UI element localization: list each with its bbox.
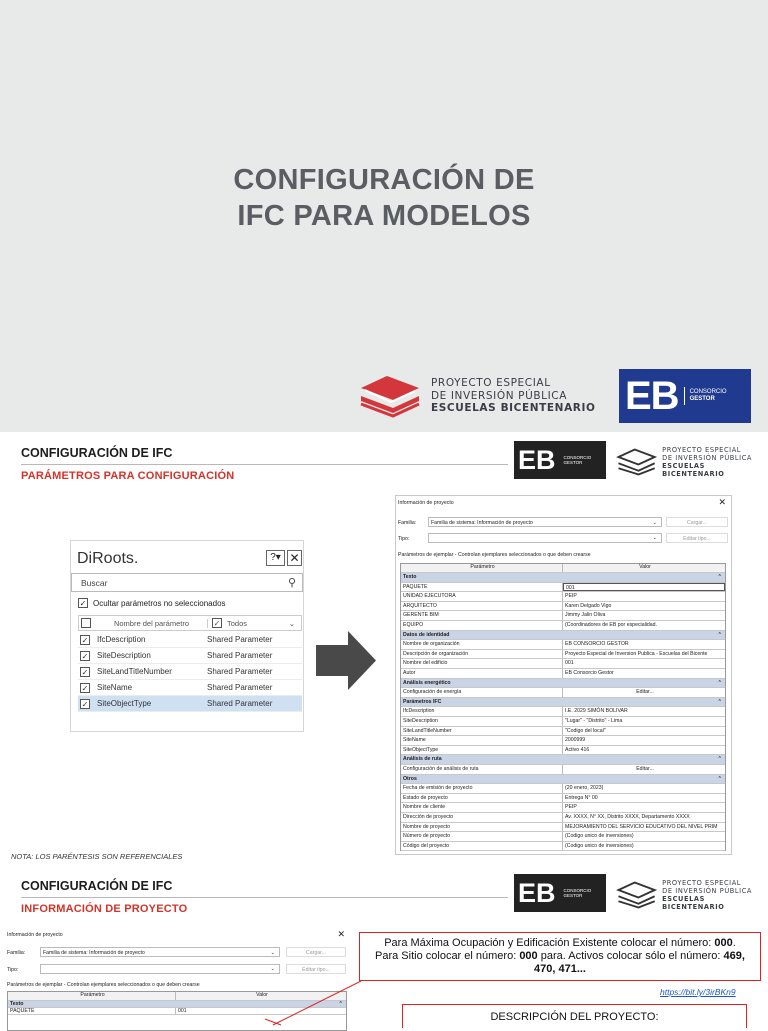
instance-note: Parámetros de ejemplar - Controlan ejemplares seleccionados o que deben crearse (7, 982, 200, 988)
cargar-button[interactable]: Cargar... (666, 517, 728, 527)
col-param-header: Parámetro (8, 992, 176, 1000)
search-placeholder: Buscar (81, 578, 108, 588)
param-name: Nombre del edificio (401, 659, 563, 668)
tipo-select[interactable] (428, 533, 662, 543)
param-type: Shared Parameter (207, 667, 273, 676)
param-name: Nombre de proyecto (401, 823, 563, 832)
tipo-label: Tipo: (7, 967, 19, 973)
project-info-dialog (395, 495, 732, 855)
slide2-title: CONFIGURACIÓN DE IFC (21, 446, 173, 460)
pe-line3: ESCUELAS BICENTENARIO (662, 895, 725, 911)
table-row[interactable] (401, 765, 725, 775)
collapse-icon[interactable]: ⌃ (717, 775, 722, 782)
tipo-label: Tipo: (398, 536, 410, 542)
collapse-icon[interactable]: ⌃ (717, 631, 722, 638)
eb-sub-line1: CONSORCIO (689, 389, 727, 395)
eb-sub (690, 389, 727, 403)
eb-sub-line2: GESTOR (689, 396, 715, 402)
c1-l2-mid: para. Activos colocar sólo el número: (537, 950, 724, 962)
param-name: IfcDescription (97, 635, 146, 644)
pe-line1: PROYECTO ESPECIAL (662, 879, 742, 887)
slide-info-proyecto (0, 866, 768, 1024)
parameter-row[interactable] (78, 696, 302, 712)
cover-slide (0, 0, 768, 432)
slide2-subtitle: PARÁMETROS PARA CONFIGURACIÓN (21, 470, 235, 482)
eb-sub-line1: CONSORCIO (563, 888, 592, 893)
collapse-icon[interactable]: ⌃ (717, 574, 722, 580)
parameter-row[interactable] (78, 664, 302, 680)
c1-l1-pre: Para Máxima Ocupación y Edificación Existente colocar el número: (384, 937, 715, 949)
param-value[interactable]: PEIP (565, 804, 577, 811)
param-value[interactable]: I.E. 2029 SIMÓN BOLIVAR (565, 708, 628, 715)
param-name: PAQUETE (8, 1008, 176, 1014)
eb-sub (564, 455, 592, 465)
filter-dropdown[interactable] (208, 618, 301, 628)
eb-divider (684, 387, 685, 405)
parameter-row[interactable] (78, 648, 302, 664)
parameter-row[interactable] (78, 632, 302, 648)
eb-letters: EB (518, 444, 556, 475)
params-table (400, 563, 726, 851)
chevron-down-icon: ⌄ (652, 520, 657, 526)
eb-letters: EB (518, 877, 556, 908)
param-name: Fecha de emisión de proyecto (401, 784, 563, 793)
param-type: Shared Parameter (207, 683, 273, 692)
edit-button[interactable]: Editar... (636, 689, 654, 696)
eb-sub-line2: GESTOR (563, 460, 583, 465)
group-row[interactable] (401, 631, 725, 641)
param-name: UNIDAD EJECUTORA (401, 592, 563, 601)
collapse-icon[interactable]: ⌃ (338, 1001, 343, 1007)
group-label: Texto (10, 1001, 24, 1007)
pe-logo-small (616, 446, 768, 478)
param-value[interactable]: Proyecto Especial de Inversion Publica - Escuelas del Bicente (565, 650, 708, 657)
param-type: Shared Parameter (207, 635, 273, 644)
select-all-checkbox[interactable] (81, 618, 91, 628)
familia-value: Familia de sistema: Información de proyecto (431, 520, 533, 526)
c1-l2-pre: Para Sitio colocar el número: (375, 950, 520, 962)
param-value[interactable]: 001 (563, 583, 725, 592)
pe-line2: DE INVERSIÓN PÚBLICA (662, 887, 753, 895)
param-name: ARQUITECTO (401, 602, 563, 611)
param-name: Código del proyecto (401, 842, 563, 851)
group-label: Análisis de ruta (403, 756, 442, 763)
pe-logo-text (431, 377, 596, 415)
collapse-icon[interactable]: ⌃ (717, 756, 722, 763)
diroots-header (78, 615, 302, 631)
row-checkbox[interactable]: ✓ (81, 683, 89, 693)
row-checkbox[interactable]: ✓ (81, 651, 89, 661)
familia-select[interactable] (428, 517, 662, 527)
param-value[interactable]: Av. XXXX, N° XX, Distrito XXXX, Departamento XXXX (565, 814, 690, 820)
col-valor-header: Valor (256, 992, 268, 998)
c1-l2-bold2: 469, (723, 950, 745, 962)
filter-checkbox[interactable]: ✓ (213, 619, 221, 628)
pointer-line (255, 981, 365, 1026)
row-checkbox[interactable]: ✓ (81, 635, 89, 645)
search-input[interactable] (71, 573, 303, 592)
help-button[interactable]: ?▾ (266, 550, 285, 566)
pe-line3: ESCUELAS BICENTENARIO (662, 462, 725, 478)
c1-l1-post: . (732, 937, 736, 949)
familia-value: Familia de sistema: Información de proyecto (43, 950, 145, 956)
note-text: NOTA: LOS PARÉNTESIS SON REFERENCIALES (11, 852, 183, 861)
familia-label: Familia: (398, 520, 417, 526)
editar-tipo-button[interactable]: Editar tipo... (666, 533, 728, 543)
hide-unselected-toggle[interactable] (78, 598, 226, 608)
cover-title (0, 162, 768, 234)
table-row[interactable] (401, 794, 725, 804)
table-row[interactable] (401, 592, 725, 602)
callout-numbers (359, 932, 761, 981)
instance-note: Parámetros de ejemplar - Controlan ejemplares seleccionados o que deben crearse (398, 552, 591, 558)
books-icon (616, 448, 657, 476)
slide3-title: CONFIGURACIÓN DE IFC (21, 879, 173, 893)
eb-sub (564, 888, 592, 898)
param-name: SiteLandTitleNumber (97, 667, 172, 676)
param-name: Número de proyecto (401, 832, 563, 841)
table-row[interactable] (401, 611, 725, 621)
col-param-header: Parámetro (401, 564, 563, 572)
table-row[interactable] (401, 602, 725, 612)
group-label: Datos de identidad (403, 631, 450, 638)
slide3-divider (21, 897, 508, 898)
table-row[interactable] (401, 688, 725, 698)
chevron-down-icon: ⌄ (652, 535, 657, 541)
param-value[interactable]: (Coordinadores de EB por especialidad. (565, 622, 657, 628)
param-value[interactable]: MEJORAMIENTO DEL SERVICIO EDUCATIVO DEL NIVEL PRIM (565, 823, 718, 830)
table-row[interactable] (401, 650, 725, 660)
chevron-down-icon: ⌄ (270, 950, 275, 956)
param-name: Dirección de proyecto (401, 813, 563, 822)
group-label: Análisis energético (403, 679, 451, 686)
col-name-header: Nombre del parámetro (96, 619, 208, 628)
row-checkbox[interactable]: ✓ (81, 667, 89, 677)
table-row[interactable] (401, 813, 725, 823)
param-name: Estado de proyecto (401, 794, 563, 803)
param-value[interactable]: 001 (178, 1008, 187, 1014)
group-row[interactable] (401, 698, 725, 708)
param-value[interactable]: "Codigo del local" (565, 727, 606, 734)
table-row[interactable] (401, 727, 725, 737)
callout-line3 (360, 963, 760, 976)
cover-title-line1: CONFIGURACIÓN DE (233, 164, 535, 196)
dialog-title: Información de proyecto (7, 932, 63, 938)
slide2-divider (21, 464, 508, 465)
c1-l3-bold: 470, 471... (534, 963, 586, 975)
eb-sub-line2: GESTOR (563, 893, 583, 898)
col-valor-header: Valor (639, 564, 651, 570)
chevron-down-icon: ⌄ (288, 618, 295, 628)
slide3-subtitle: INFORMACIÓN DE PROYECTO (21, 903, 188, 915)
table-row[interactable] (401, 832, 725, 842)
param-value[interactable]: EB CONSORCIO GESTOR (565, 641, 629, 648)
param-name: SiteObjectType (401, 746, 563, 755)
table-row[interactable] (401, 707, 725, 717)
table-row[interactable] (401, 717, 725, 727)
group-label: Parámetros IFC (403, 698, 442, 705)
close-icon: ✕ (289, 551, 300, 565)
param-value[interactable]: EB Consorcio Gestor (565, 670, 614, 676)
cargar-button[interactable]: Cargar... (286, 947, 346, 957)
param-name: SiteDescription (97, 651, 151, 660)
table-row[interactable] (401, 803, 725, 813)
hide-label: Ocultar parámetros no seleccionados (93, 598, 226, 608)
group-row[interactable] (401, 573, 725, 583)
param-name: Configuración de análisis de ruta (401, 765, 563, 774)
pe-line1: PROYECTO ESPECIAL (431, 377, 551, 390)
group-row[interactable] (401, 679, 725, 689)
group-label: Otros (403, 775, 417, 782)
param-value[interactable]: Jimmy Jalin Oliva (565, 612, 606, 619)
table-row[interactable] (401, 621, 725, 631)
param-value[interactable]: PEIP (565, 593, 577, 600)
param-name: Autor (401, 669, 563, 678)
param-name: EQUIPO (401, 621, 563, 630)
filter-label: Todos (227, 618, 248, 628)
callout-line2 (360, 950, 760, 963)
param-name: SiteObjectType (97, 699, 152, 708)
table-header (401, 564, 725, 573)
param-value[interactable]: (Codigo unico de inversiones) (565, 842, 634, 849)
table-row[interactable] (401, 746, 725, 756)
dialog-title: Información de proyecto (398, 500, 454, 506)
close-button[interactable] (287, 550, 302, 566)
table-row[interactable] (401, 823, 725, 833)
eb-logo-small (514, 874, 606, 912)
diroots-logo: DiRoots. (77, 550, 139, 567)
param-value[interactable]: Entrega N° 00 (565, 794, 598, 801)
cover-title-line2: IFC PARA MODELOS (237, 200, 531, 232)
collapse-icon[interactable]: ⌃ (717, 698, 722, 705)
eb-letters: EB (625, 373, 679, 418)
help-icon: ? (270, 552, 276, 563)
param-value[interactable]: 001 (565, 660, 574, 667)
param-name: Nombre de cliente (401, 803, 563, 812)
group-label: Texto (403, 574, 417, 580)
parameter-row[interactable] (78, 680, 302, 696)
collapse-icon[interactable]: ⌃ (717, 679, 722, 686)
pe-line2: DE INVERSIÓN PÚBLICA (662, 454, 753, 462)
param-name: SiteLandTitleNumber (401, 727, 563, 736)
param-name: Configuración de energía (401, 688, 563, 697)
param-value[interactable]: 2000999 (565, 737, 586, 744)
param-name: SiteDescription (401, 717, 563, 726)
table-row[interactable] (401, 583, 725, 593)
editar-tipo-button[interactable]: Editar tipo... (286, 964, 346, 974)
row-checkbox[interactable]: ✓ (81, 699, 89, 709)
pe-line1: PROYECTO ESPECIAL (662, 446, 742, 454)
close-icon[interactable]: ✕ (337, 929, 345, 939)
tipo-select[interactable] (40, 964, 280, 974)
close-icon[interactable]: ✕ (718, 497, 726, 507)
table-row[interactable] (401, 659, 725, 669)
pe-logo-small (616, 879, 768, 911)
eb-logo-small (514, 441, 606, 479)
pe-line3: ESCUELAS BICENTENARIO (431, 402, 596, 415)
param-name: IfcDescription (401, 707, 563, 716)
pe-line2: DE INVERSIÓN PÚBLICA (431, 389, 568, 402)
pe-logo-text (662, 879, 768, 911)
pe-logo (357, 374, 596, 418)
search-icon[interactable]: ⚲ (287, 577, 296, 589)
param-value[interactable]: (20 enero, 2023) (565, 785, 604, 792)
param-value[interactable]: (Codigo unico de inversiones) (565, 833, 634, 840)
pe-logo-text (662, 446, 768, 478)
diroots-panel (70, 540, 304, 732)
eb-sub-line1: CONSORCIO (563, 455, 592, 460)
param-name: GERENTE BIM (401, 611, 563, 620)
group-row[interactable] (401, 755, 725, 765)
familia-select[interactable] (40, 947, 280, 957)
books-icon (357, 374, 423, 418)
c1-l2-bold: 000 (519, 950, 538, 962)
chevron-down-icon: ⌄ (270, 966, 275, 972)
param-name: PAQUETE (401, 583, 563, 592)
table-row[interactable] (401, 842, 725, 852)
familia-label: Familia: (7, 950, 26, 956)
table-row[interactable] (401, 640, 725, 650)
callout-line1 (360, 937, 760, 950)
param-type: Shared Parameter (207, 651, 273, 660)
param-value[interactable]: Karen Delgado Vigo (565, 602, 612, 609)
param-name: Descripción de organización (401, 650, 563, 659)
callout-description: DESCRIPCIÓN DEL PROYECTO: (402, 1004, 747, 1028)
arrow-right-icon (316, 631, 376, 690)
hide-checkbox[interactable]: ✓ (79, 599, 87, 608)
reference-link[interactable]: https://bit.ly/3irBKn9 (660, 987, 736, 997)
books-icon (616, 881, 657, 909)
edit-button[interactable]: Editar... (636, 766, 654, 772)
param-value[interactable]: Activo 416 (565, 746, 590, 753)
table-row[interactable] (401, 784, 725, 794)
param-name: SiteName (97, 683, 133, 692)
param-name: SiteName (401, 736, 563, 745)
param-type: Shared Parameter (207, 699, 273, 708)
param-name: Nombre de organización (401, 640, 563, 649)
c1-l1-bold: 000 (714, 937, 733, 949)
table-row[interactable] (401, 669, 725, 679)
table-row[interactable] (401, 736, 725, 746)
group-row[interactable] (401, 775, 725, 785)
param-value[interactable]: "Lugar" - "Distrito" - Lima (565, 718, 623, 724)
eb-logo (619, 369, 751, 423)
